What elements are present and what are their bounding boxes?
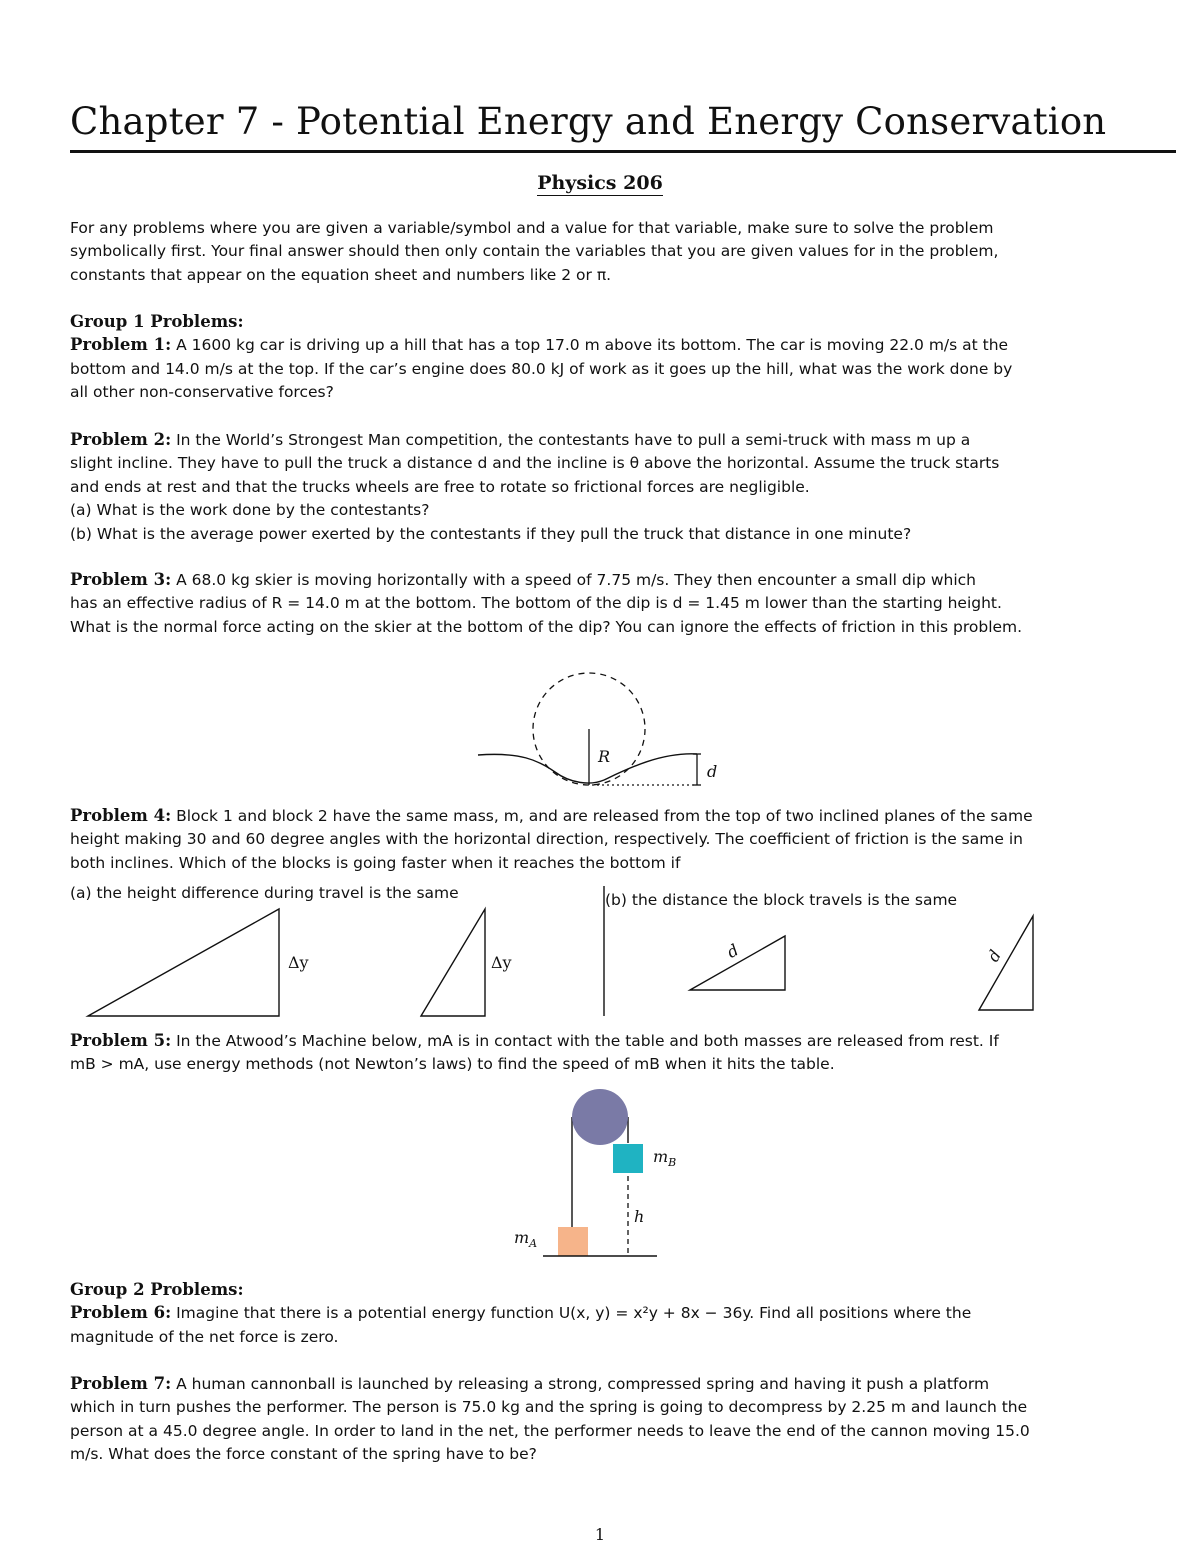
mass-a-subscript: A [529, 1237, 538, 1250]
distance-label-2: d [983, 946, 1005, 965]
problem-3 [70, 568, 1130, 639]
mass-b-subscript: B [668, 1156, 677, 1169]
problem-5 [70, 1029, 1130, 1077]
problem-5-text: In the Atwood’s Machine below, mA is in contact with the table and both masses are released from rest. If [171, 1032, 999, 1050]
problem-5-text: mB > mA, use energy methods (not Newton’s laws) to find the speed of mB when it hits the table. [70, 1055, 835, 1074]
problem-6-text: Imagine that there is a potential energy function U(x, y) = x²y + 8x − 36y. Find all positions where the [171, 1304, 972, 1323]
course-subtitle-text: Physics 206 [537, 172, 663, 194]
incline-60-deg-a [421, 909, 485, 1016]
page-number: 1 [594, 1525, 606, 1544]
problem-1-label: Problem 1: [70, 335, 172, 355]
problem-1 [70, 310, 1130, 405]
incline-30-deg-a [88, 909, 279, 1016]
mass-b-label [653, 1147, 676, 1169]
delta-y-label-1: Δy [288, 953, 309, 972]
problem-4-text: Block 1 and block 2 have the same mass, m, and are released from the top of two inclined planes of the same [171, 807, 1033, 825]
pulley [572, 1089, 628, 1145]
intro-line: symbolically first. Your final answer should then only contain the variables that you are given values for in the problem, [70, 242, 999, 261]
problem-6-label: Problem 6: [70, 1303, 172, 1323]
problem-6-text: magnitude of the net force is zero. [70, 1327, 339, 1346]
problem-4-text: both inclines. Which of the blocks is going faster when it reaches the bottom if [70, 853, 681, 872]
height-label: h [634, 1207, 645, 1226]
page-title: Chapter 7 - Potential Energy and Energy Conservation [70, 100, 1107, 143]
problem-7-text: person at a 45.0 degree angle. In order to land in the net, the performer needs to leave the end of the cannon moving 15.0 [70, 1421, 1030, 1440]
problem-2 [70, 428, 1130, 546]
incline-30-deg-b [690, 936, 785, 990]
problem-5-label: Problem 5: [70, 1031, 172, 1050]
distance-label-1: d [723, 940, 742, 962]
problem-6 [70, 1278, 1130, 1349]
problem-3-text: has an effective radius of R = 14.0 m at the bottom. The bottom of the dip is d = 1.45 m lower than the starting height. [70, 594, 1002, 613]
problem-2-text: slight incline. They have to pull the truck a distance d and the incline is θ above the horizontal. Assume the truck starts [70, 454, 1000, 473]
problem-1-text: all other non-conservative forces? [70, 383, 334, 402]
problem-2-text: and ends at rest and that the trucks wheels are free to rotate so frictional forces are negligible. [70, 477, 810, 496]
problem-7-label: Problem 7: [70, 1374, 172, 1393]
problem-7 [70, 1372, 1130, 1467]
radius-label: R [598, 747, 611, 766]
problem-1-text: A 1600 kg car is driving up a hill that has a top 17.0 m above its bottom. The car is moving 22.0 m/s at the [171, 336, 1009, 355]
problem-7-text: m/s. What does the force constant of the spring have to be? [70, 1445, 537, 1464]
part-a-caption: (a) the height difference during travel is the same [70, 884, 459, 902]
group-1-heading: Group 1 Problems: [70, 312, 244, 331]
dip-circle [533, 673, 645, 785]
mass-a-label [514, 1228, 537, 1250]
problem-3-text: What is the normal force acting on the skier at the bottom of the dip? You can ignore the effects of friction in this problem. [70, 617, 1023, 636]
intro-paragraph [70, 217, 1130, 287]
problem-7-text: which in turn pushes the performer. The person is 75.0 kg and the spring is going to decompress by 2.25 m and launch the [70, 1398, 1028, 1417]
mass-a-block [558, 1227, 588, 1256]
problem-3-text: A 68.0 kg skier is moving horizontally with a speed of 7.75 m/s. They then encounter a small dip which [171, 571, 976, 589]
problem-4 [70, 804, 1130, 875]
title-rule [70, 150, 1176, 153]
problem-2-part-a: (a) What is the work done by the contestants? [70, 501, 430, 520]
part-b-caption: (b) the distance the block travels is the same [605, 891, 958, 909]
dip-curve [478, 754, 697, 783]
mass-b-symbol: m [653, 1147, 669, 1166]
problem-4-text: height making 30 and 60 degree angles with the horizontal direction, respectively. The coefficient of friction is the same in [70, 830, 1023, 849]
depth-label: d [707, 762, 718, 781]
group-2-heading: Group 2 Problems: [70, 1280, 244, 1299]
problem-7-text: A human cannonball is launched by releasing a strong, compressed spring and having it push a platform [171, 1375, 990, 1393]
intro-line: For any problems where you are given a variable/symbol and a value for that variable, make sure to solve the problem [70, 219, 994, 237]
delta-y-label-2: Δy [491, 953, 512, 972]
problem-2-text: In the World’s Strongest Man competition, the contestants have to pull a semi-truck with mass m up a [171, 431, 971, 449]
intro-line: constants that appear on the equation sheet and numbers like 2 or π. [70, 265, 612, 284]
problem-2-label: Problem 2: [70, 430, 172, 449]
problem-3-label: Problem 3: [70, 570, 172, 589]
mass-b-block [613, 1144, 643, 1173]
mass-a-symbol: m [514, 1228, 530, 1247]
incline-60-deg-b [979, 916, 1033, 1010]
course-subtitle [0, 172, 1200, 194]
problem-4-label: Problem 4: [70, 806, 172, 825]
problem-2-part-b: (b) What is the average power exerted by the contestants if they pull the truck that distance in one minute? [70, 524, 912, 543]
problem-1-text: bottom and 14.0 m/s at the top. If the car’s engine does 80.0 kJ of work as it goes up the hill, what was the work done by [70, 359, 1013, 378]
